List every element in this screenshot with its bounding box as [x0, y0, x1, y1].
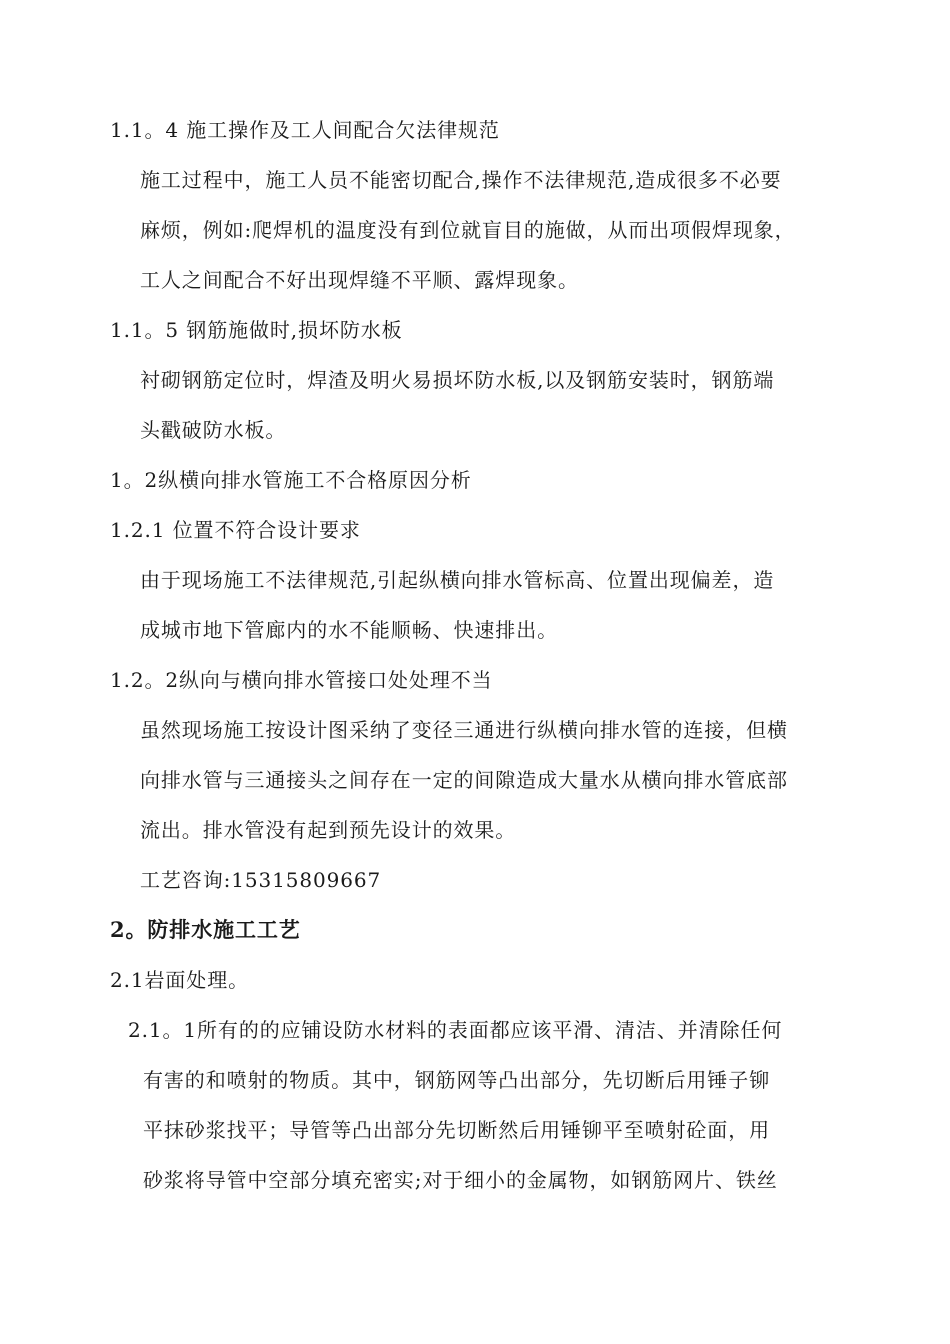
section-heading: 1.1。5 钢筋施做时,损坏防水板: [110, 318, 403, 342]
section-heading: 1.1。4 施工操作及工人间配合欠法律规范: [110, 118, 500, 142]
paragraph-line: 向排水管与三通接头之间存在一定的间隙造成大量水从横向排水管底部: [140, 768, 788, 792]
paragraph-line: 平抹砂浆找平；导管等凸出部分先切断然后用锤铆平至喷射砼面，用: [143, 1118, 770, 1142]
section-heading: 1.2.1 位置不符合设计要求: [110, 518, 361, 542]
paragraph-line: 有害的和喷射的物质。其中，钢筋网等凸出部分，先切断后用锤子铆: [143, 1068, 770, 1092]
paragraph-line: 工艺咨询:15315809667: [140, 868, 382, 892]
paragraph-line: 成城市地下管廊内的水不能顺畅、快速排出。: [140, 618, 558, 642]
section-heading: 2.1岩面处理。: [110, 968, 250, 992]
paragraph-line: 衬砌钢筋定位时，焊渣及明火易损坏防水板,以及钢筋安装时，钢筋端: [140, 368, 775, 392]
paragraph-line: 2.1。1所有的的应铺设防水材料的表面都应该平滑、清洁、并清除任何: [128, 1018, 783, 1042]
paragraph-line: 砂浆将导管中空部分填充密实;对于细小的金属物，如钢筋网片、铁丝: [143, 1168, 778, 1192]
section-heading: 1。2纵横向排水管施工不合格原因分析: [110, 468, 472, 492]
paragraph-line: 头戳破防水板。: [140, 418, 287, 442]
paragraph-line: 流出。排水管没有起到预先设计的效果。: [140, 818, 517, 842]
section-heading: 2。防排水施工工艺: [110, 917, 301, 942]
paragraph-line: 麻烦，例如:爬焊机的温度没有到位就盲目的施做，从而出项假焊现象，: [140, 218, 796, 242]
paragraph-line: 由于现场施工不法律规范,引起纵横向排水管标高、位置出现偏差，造: [140, 568, 775, 592]
paragraph-line: 虽然现场施工按设计图采纳了变径三通进行纵横向排水管的连接，但横: [140, 718, 788, 742]
paragraph-line: 施工过程中，施工人员不能密切配合,操作不法律规范,造成很多不必要: [140, 168, 782, 192]
section-heading: 1.2。2纵向与横向排水管接口处处理不当: [110, 668, 493, 692]
paragraph-line: 工人之间配合不好出现焊缝不平顺、露焊现象。: [140, 268, 579, 292]
